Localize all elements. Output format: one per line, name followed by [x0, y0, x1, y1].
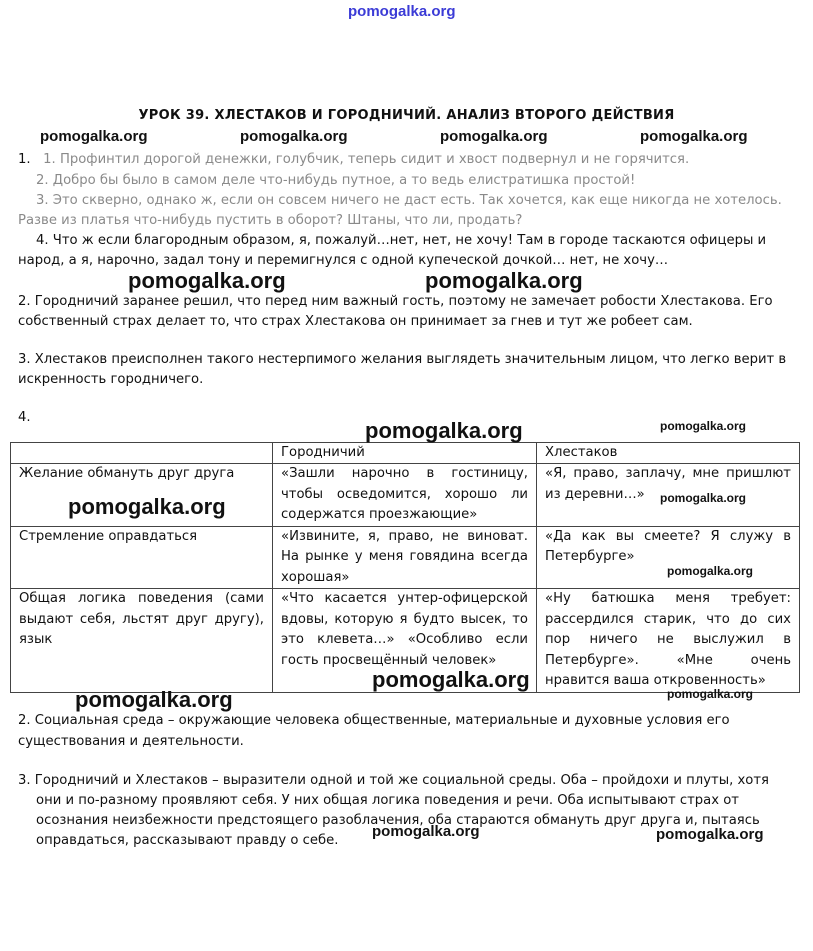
q1-item2: 2. Добро бы было в самом деле что-нибудь путное, а то ведь елистратишка простой! — [36, 173, 636, 188]
table-row — [11, 526, 800, 589]
table-header-cell: Хлестаков — [537, 443, 800, 464]
watermark: pomogalka.org — [365, 418, 523, 443]
watermark: pomogalka.org — [68, 494, 226, 519]
q1-line1 — [18, 150, 793, 171]
p2-line2: существования и деятельности. — [18, 734, 244, 749]
watermark: pomogalka.org — [656, 826, 764, 843]
watermark: pomogalka.org — [440, 128, 548, 145]
watermark: pomogalka.org — [372, 667, 530, 692]
q2-line2: собственный страх делает то, что страх Хлестакова он принимает за гнев и тут же робеет сам. — [18, 314, 693, 329]
q1-number: 1. — [18, 152, 31, 167]
table-cell-label: Общая логика поведения (сами выдают себя, льстят друг другу), язык — [11, 589, 273, 693]
q1-item3b: Разве из платья что-нибудь пустить в оборот? Штаны, что ли, продать? — [18, 213, 523, 228]
watermark: pomogalka.org — [667, 687, 754, 701]
q1-item4b: народ, а я, нарочно, задал тону и перемигнулся с одной купеческой дочкой… нет, не хочу… — [18, 253, 669, 268]
page-title: УРОК 39. ХЛЕСТАКОВ И ГОРОДНИЧИЙ. АНАЛИЗ ВТОРОГО ДЕЙСТВИЯ — [138, 108, 675, 123]
watermark: pomogalka.org — [128, 268, 286, 293]
watermark-top: pomogalka.org — [348, 3, 456, 20]
p2-line1: 2. Социальная среда – окружающие человека общественные, материальные и духовные условия его — [18, 713, 730, 728]
q2-line1: 2. Городничий заранее решил, что перед ним важный гость, поэтому не замечает робости Хлестакова. Его — [18, 294, 773, 309]
q3-line2: искренность городничего. — [18, 372, 204, 387]
table-header-cell: Городничий — [273, 443, 537, 464]
p3-line4: оправдаться, рассказывают правду о себе. — [36, 833, 339, 848]
watermark: pomogalka.org — [75, 687, 233, 712]
table-cell-label: Стремление оправдаться — [11, 526, 273, 589]
watermark: pomogalka.org — [40, 128, 148, 145]
q4-number: 4. — [18, 410, 31, 425]
table-cell-label: Желание обмануть друг друга — [11, 464, 273, 527]
q1-item4a: 4. Что ж если благородным образом, я, пожалуй…нет, нет, не хочу! Там в городе таскаются офицеры и — [36, 233, 767, 248]
watermark: pomogalka.org — [667, 564, 754, 578]
p3-line3: осознания неизбежности предстоящего разоблачения, оба стараются обмануть друг друга и, пытаясь — [36, 813, 760, 828]
table-header-row — [11, 443, 800, 464]
watermark: pomogalka.org — [640, 128, 748, 145]
q1-item1: 1. Профинтил дорогой денежки, голубчик, теперь сидит и хвост подвернул и не горячится. — [43, 152, 690, 167]
p3-line1: 3. Городничий и Хлестаков – выразители одной и той же социальной среды. Оба – пройдохи и плуты, хотя — [18, 773, 769, 788]
table-cell-gorodnichy: «Что касается унтер-офицерской вдовы, которую я будто высек, то это клевета…» «Особливо если гость просвещённый человек» — [273, 589, 537, 693]
watermark: pomogalka.org — [660, 491, 747, 505]
q3-line1: 3. Хлестаков преисполнен такого нестерпимого желания выглядеть значительным лицом, что легко верит в — [18, 352, 787, 367]
table-cell-khlestakov: «Ну батюшка меня требует: рассердился старик, что до сих пор ничего не выслужил в Петербурге». «Мне очень нравится ваша откровенность» — [537, 589, 800, 693]
table-header-cell — [11, 443, 273, 464]
table-cell-gorodnichy: «Зашли нарочно в гостиницу, чтобы осведомится, хорошо ли содержатся проезжающие» — [273, 464, 537, 527]
watermark: pomogalka.org — [240, 128, 348, 145]
q1-item3a: 3. Это скверно, однако ж, если он совсем ничего не даст есть. Так хочется, как еще никогда не хотелось. — [36, 193, 782, 208]
table-cell-khlestakov: «Я, право, заплачу, мне пришлют из деревни…» — [537, 464, 800, 527]
watermark: pomogalka.org — [425, 268, 583, 293]
p3-line2: они и по-разному проявляют себя. У них общая логика поведения и речи. Оба испытывают страх от — [36, 793, 739, 808]
table-cell-khlestakov: «Да как вы смеете? Я служу в Петербурге» — [537, 526, 800, 589]
watermark: pomogalka.org — [372, 823, 480, 840]
watermark: pomogalka.org — [660, 419, 747, 433]
table-cell-gorodnichy: «Извините, я, право, не виноват. На рынке у меня говядина всегда хорошая» — [273, 526, 537, 589]
